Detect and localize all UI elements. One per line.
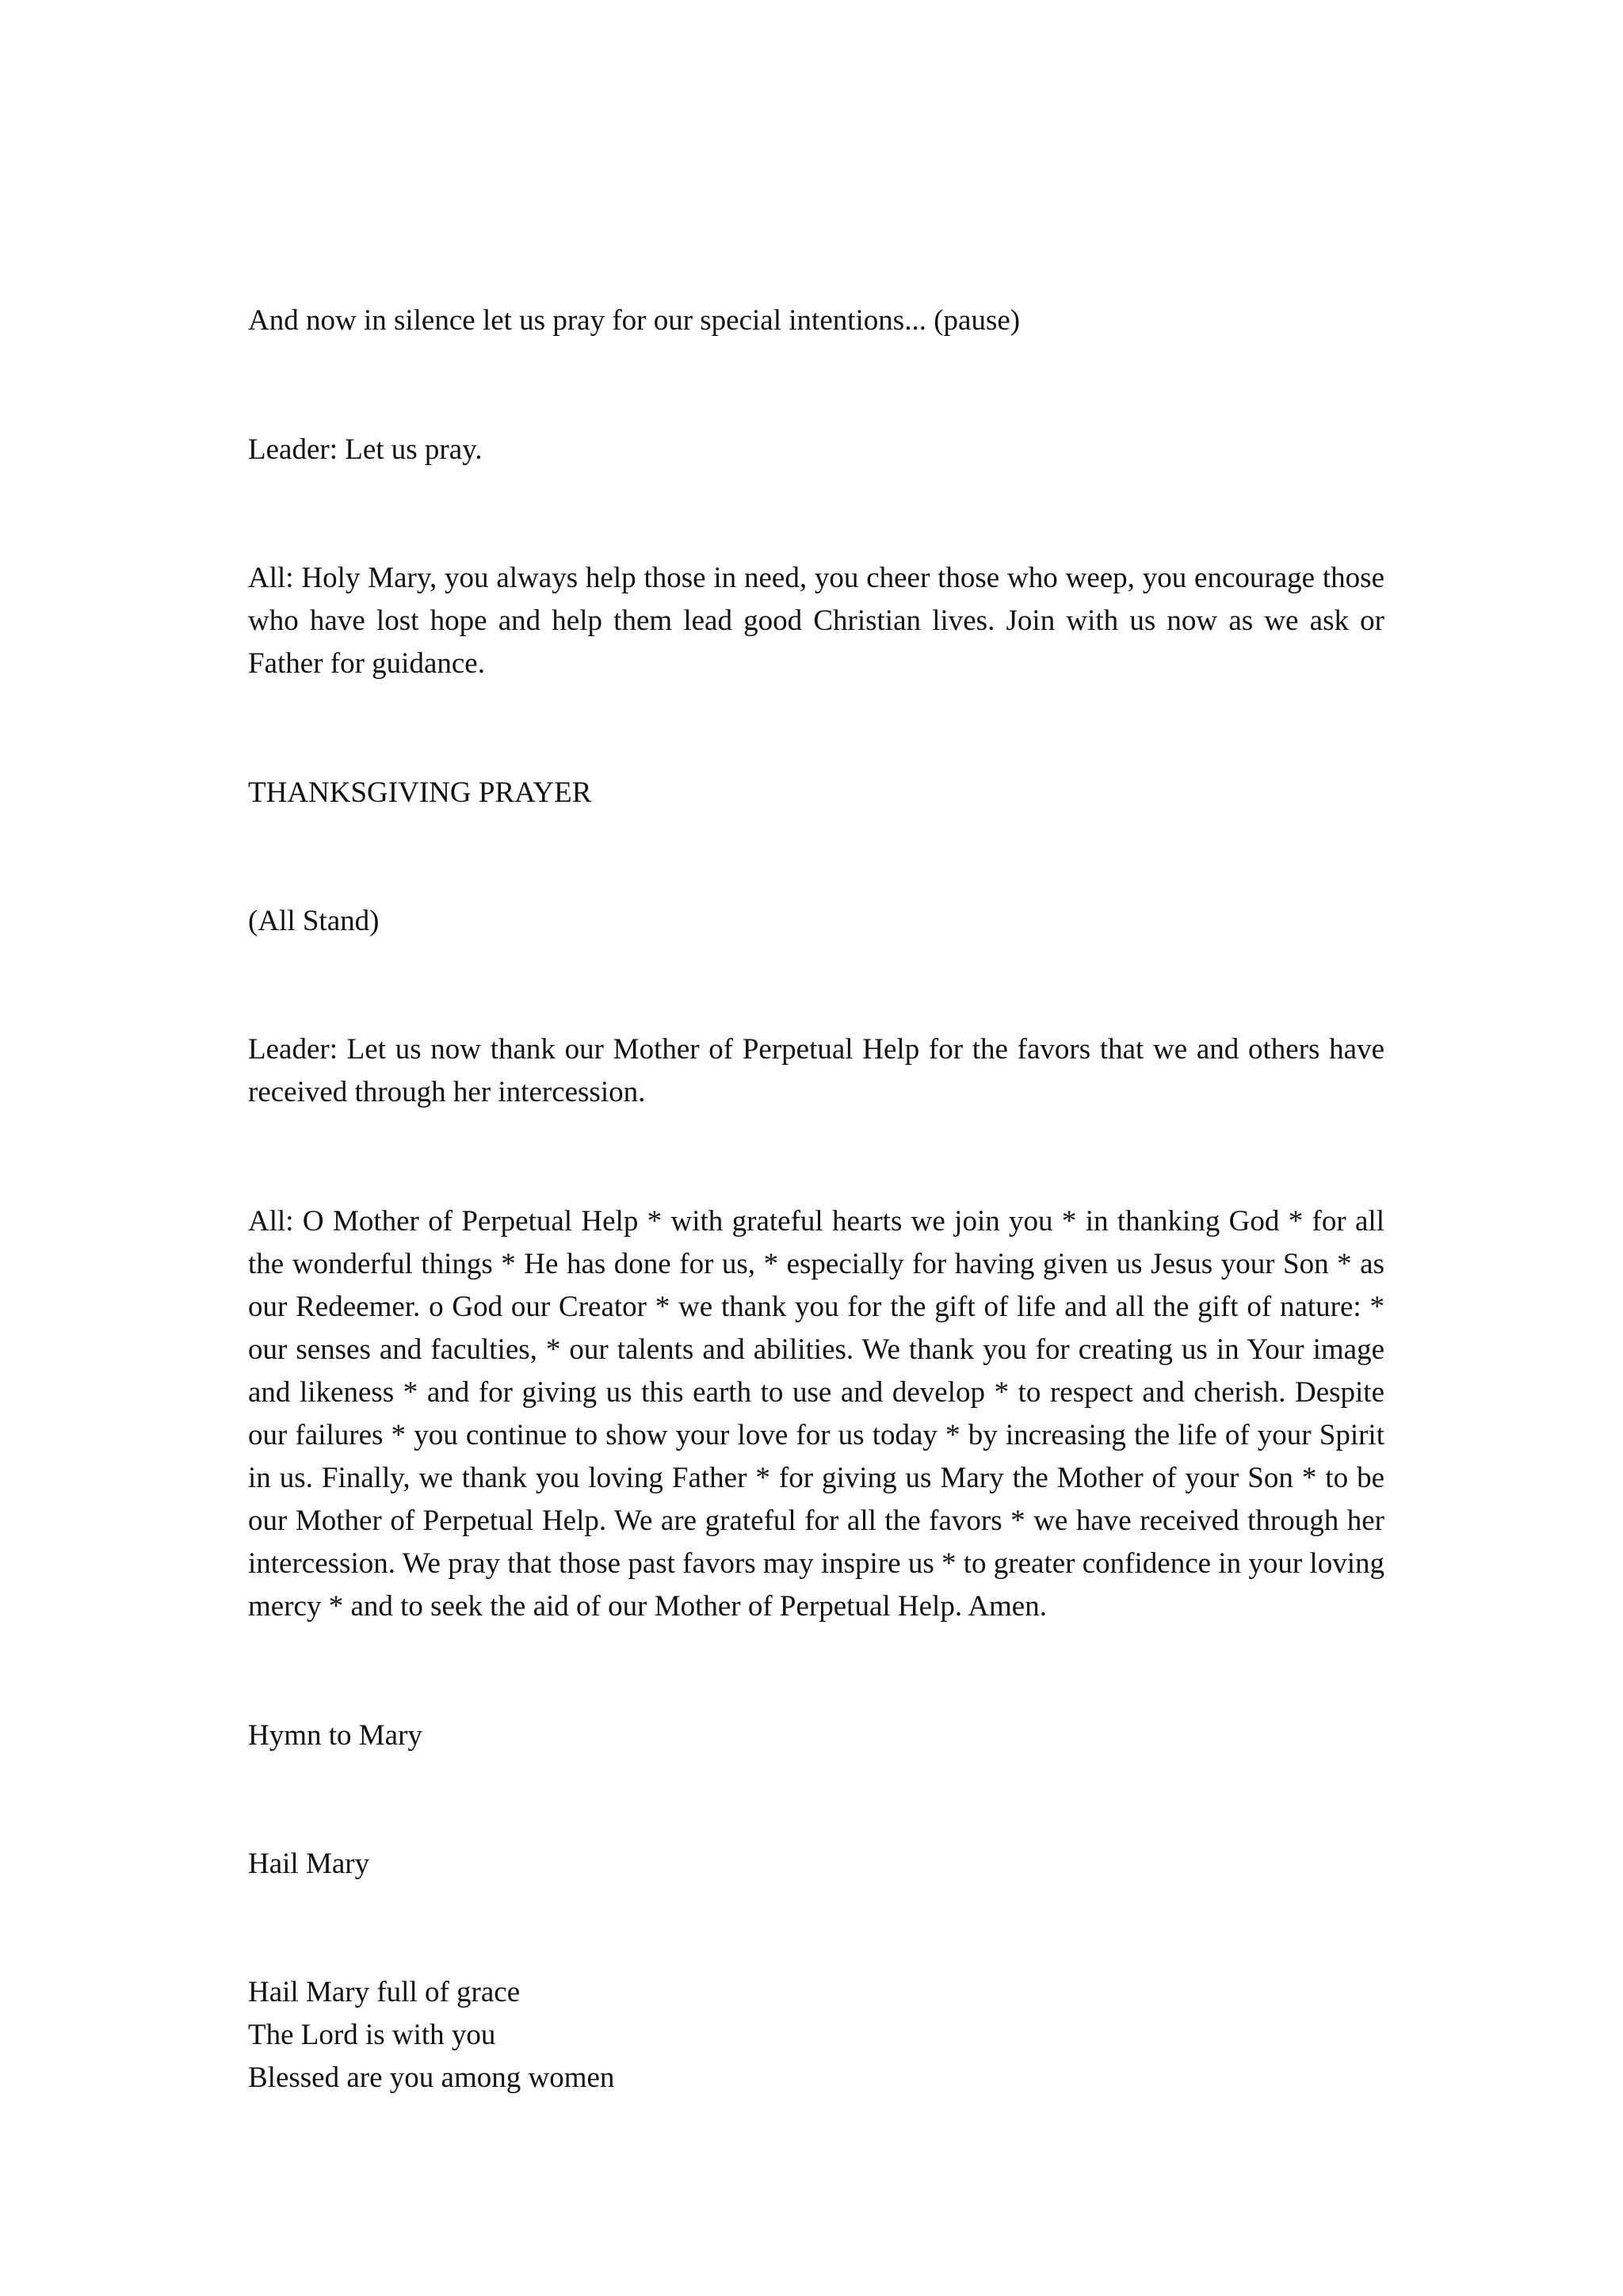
verse-line: Hail Mary full of grace (248, 1976, 521, 2008)
verse-line: The Lord is with you (248, 2019, 496, 2051)
hail-mary-title: Hail Mary (248, 1848, 370, 1880)
thanksgiving-heading: THANKSGIVING PRAYER (248, 776, 592, 809)
silent-intentions-paragraph: And now in silence let us pray for our special intentions... (pause) (248, 304, 1021, 337)
all-stand-instruction: (All Stand) (248, 905, 380, 937)
hail-mary-verse (248, 1971, 1384, 2100)
hymn-title: Hymn to Mary (248, 1719, 422, 1752)
thanksgiving-prayer-paragraph: All: O Mother of Perpetual Help * with grateful hearts we join you * in thanking God * for all the wonderful things * He has done for us, * especially for having given us Jesus your Son * as our Redeemer. o God our Creator * we thank you for the gift of life and all the gift of nature: * our senses and faculties, * our talents and abilities. We thank you for creating us in Your image and likeness * and for giving us this earth to use and develop * to respect and cherish. Despite our failures * you continue to show your love for us today * by increasing the life of your Spirit in us. Finally, we thank you loving Father * for giving us Mary the Mother of your Son * to be our Mother of Perpetual Help. We are grateful for all the favors * we have received through her intercession. We pray that those past favors may inspire us * to greater confidence in your loving mercy * and to seek the aid of our Mother of Perpetual Help. Amen. (248, 1205, 1384, 1623)
verse-line: Blessed are you among women (248, 2061, 615, 2094)
holy-mary-prayer-paragraph: All: Holy Mary, you always help those in need, you cheer those who weep, you encourage those who have lost hope and help them lead good Christian lives. Join with us now as we ask or Father for guidance. (248, 562, 1384, 680)
leader-thanks-paragraph: Leader: Let us now thank our Mother of Perpetual Help for the favors that we and others have received through her intercession. (248, 1033, 1384, 1108)
leader-let-us-pray: Leader: Let us pray. (248, 433, 483, 466)
